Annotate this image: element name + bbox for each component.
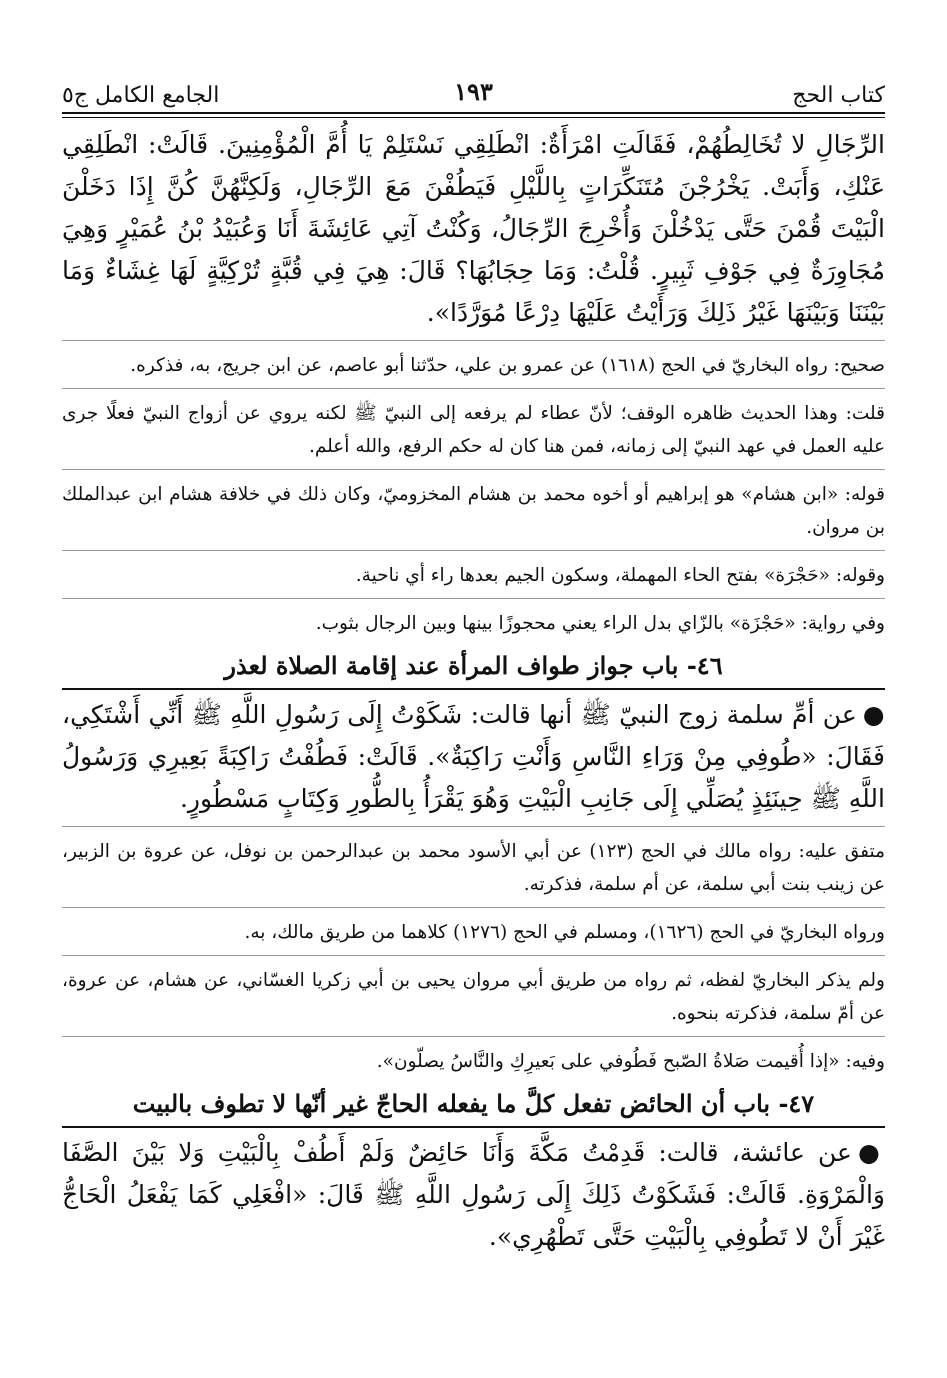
page-content <box>62 124 885 1258</box>
commentary-note: ورواه البخاريّ في الحج (١٦٢٦)، ومسلم في الحج (١٢٧٦) كلاهما من طريق مالك، به. <box>244 922 885 943</box>
commentary-note: قلت: وهذا الحديث ظاهره الوقف؛ لأنّ عطاء لم يرفعه إلى النبيّ ﷺ لكنه يروي عن أزواج النبيّ فعلًا جرى عليه العمل في عهد النبيّ إلى زمانه، فمن هنا كان له حكم الرفع، والله أعلم. <box>62 403 885 457</box>
commentary-note: ولم يذكر البخاريّ لفظه، ثم رواه من طريق أبي مروان يحيى بن أبي زكريا الغسّاني، عن هشام، عن عروة، عن أمّ سلمة، فذكرته بنحوه. <box>62 970 885 1024</box>
divider <box>62 907 885 908</box>
divider <box>62 388 885 389</box>
collection-title: الجامع الكامل ج٥ <box>62 83 220 108</box>
commentary-note: وفي رواية: «حَجْزَة» بالزّاي بدل الراء يعني محجوزًا بينها وبين الرجال بثوب. <box>315 613 885 634</box>
page-header <box>62 64 885 108</box>
divider <box>62 469 885 470</box>
page-number: ١٩٣ <box>454 77 493 106</box>
bullet-icon: ● <box>862 700 885 729</box>
book-title: كتاب الحج <box>792 83 885 108</box>
heading-rule <box>62 1126 885 1128</box>
header-rule <box>62 112 885 118</box>
divider <box>62 1036 885 1037</box>
commentary-note: صحيح: رواه البخاريّ في الحج (١٦١٨) عن عمرو بن علي، حدّثنا أبو عاصم، عن ابن جريج، به، فذكره. <box>130 355 885 376</box>
chapter-heading-46: ٤٦- باب جواز طواف المرأة عند إقامة الصلاة لعذر <box>224 651 723 680</box>
hadith-text <box>62 694 885 820</box>
commentary-note: وفيه: «إذا أُقيمت صَلاةُ الصّبح فَطُوفي على بَعيرِكِ والنَّاسُ يصلّون». <box>376 1051 885 1072</box>
commentary-note: متفق عليه: رواه مالك في الحج (١٢٣) عن أبي الأسود محمد بن عبدالرحمن بن نوفل، عن عروة بن الزبير، عن زينب بنت أبي سلمة، عن أم سلمة، فذكرته. <box>62 841 885 895</box>
divider <box>62 955 885 956</box>
divider <box>62 340 885 341</box>
hadith-body: عن أمِّ سلمة زوج النبيّ ﷺ أنها قالت: شَكَوْتُ إِلَى رَسُولِ اللَّهِ ﷺ أَنِّي أَشْتَكِي، فَقَالَ: «طُوفِي مِنْ وَرَاءِ النَّاسِ وَأَنْتِ رَاكِبَةٌ». قَالَتْ: فَطُفْتُ رَاكِبَةً بَعِيرِي وَرَسُولُ اللَّهِ ﷺ حِينَئِذٍ يُصَلِّي إِلَى جَانِبِ الْبَيْتِ وَهُوَ يَقْرَأُ بِالطُّورِ وَكِتَابٍ مَسْطُورٍ. <box>62 700 885 813</box>
commentary-note: وقوله: «حَجْرَة» بفتح الحاء المهملة، وسكون الجيم بعدها راء أي ناحية. <box>355 565 885 586</box>
divider <box>62 826 885 827</box>
heading-rule <box>62 688 885 690</box>
chapter-heading-47: ٤٧- باب أن الحائض تفعل كلَّ ما يفعله الحاجّ غير أنّها لا تطوف بالبيت <box>132 1089 815 1118</box>
divider <box>62 598 885 599</box>
bullet-icon: ● <box>857 1138 885 1167</box>
hadith-text <box>62 1132 885 1258</box>
hadith-text: الرِّجَالِ لا تُخَالِطُهُمْ، فَقَالَتِ امْرَأَةٌ: انْطَلِقِي نَسْتَلِمْ يَا أُمَّ الْمُؤْمِنِينَ. قَالَتْ: انْطَلِقِي عَنْكِ، وَأَبَتْ. يَخْرُجْنَ مُتَنَكِّرَاتٍ بِاللَّيْلِ فَيَطُفْنَ مَعَ الرِّجَالِ، وَلَكِنَّهُنَّ كُنَّ إِذَا دَخَلْنَ الْبَيْتَ قُمْنَ حَتَّى يَدْخُلْنَ وَأُخْرِجَ الرِّجَالُ، وَكُنْتُ آتِي عَائِشَةَ أَنَا وَعُبَيْدُ بْنُ عُمَيْرٍ وَهِيَ مُجَاوِرَةٌ فِي جَوْفِ ثَبِيرٍ. قُلْتُ: وَمَا حِجَابُهَا؟ قَالَ: هِيَ فِي قُبَّةٍ تُرْكِيَّةٍ لَهَا غِشَاءٌ وَمَا بَيْنَنَا وَبَيْنَهَا غَيْرُ ذَلِكَ وَرَأَيْتُ عَلَيْهَا دِرْعًا مُوَرَّدًا». <box>62 130 885 327</box>
commentary-note: قوله: «ابن هشام» هو إبراهيم أو أخوه محمد بن هشام المخزوميّ، وكان ذلك في خلافة هشام ابن عبدالملك بن مروان. <box>62 484 885 538</box>
hadith-body: عن عائشة، قالت: قَدِمْتُ مَكَّةَ وَأَنَا حَائِضٌ وَلَمْ أَطُفْ بِالْبَيْتِ وَلا بَيْنَ الصَّفَا وَالْمَرْوَةِ. قَالَتْ: فَشَكَوْتُ ذَلِكَ إِلَى رَسُولِ اللَّهِ ﷺ قَالَ: «افْعَلِي كَمَا يَفْعَلُ الْحَاجُّ غَيْرَ أَنْ لا تَطُوفِي بِالْبَيْتِ حَتَّى تَطْهُرِي». <box>62 1138 885 1251</box>
divider <box>62 550 885 551</box>
